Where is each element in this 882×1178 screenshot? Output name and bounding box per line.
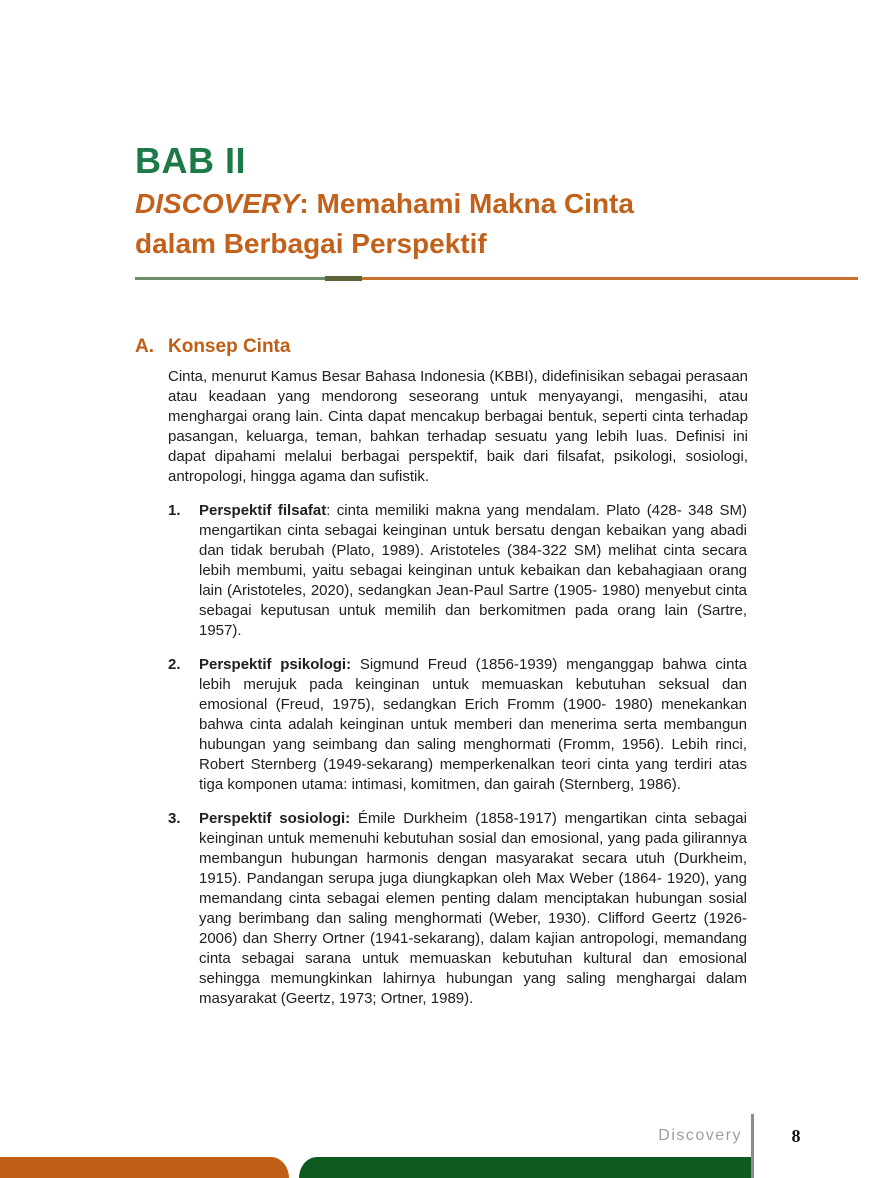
list-item-body: Émile Durkheim (1858-1917) mengartikan cinta sebagai keinginan untuk memenuhi kebutuhan sosial dan emosional, yang pada gilirannya membangun hubungan harmonis dengan masyarakat secara utuh (Durkheim, 1915). Pandangan serupa juga diungkapkan oleh Max Weber (1864- 1920), yang memandang cinta sebagai elemen penting dalam menciptakan hubungan sosial yang berimbang dan saling menghormati (Weber, 1930). Clifford Geertz (1926-2006) dan Sherry Ortner (1941-sekarang), dalam kajian antropologi, memandang cinta sebagai sarana untuk memuaskan kebutuhan kultural dan emosional sehingga memungkinkan lahirnya hubungan yang saling menghargai dalam masyarakat (Geertz, 1973; Ortner, 1989). xyxy=(199,810,747,1007)
chapter-title-rest: : Memahami Makna Cinta xyxy=(299,188,634,219)
chapter-title-discovery: DISCOVERY xyxy=(135,188,300,219)
list-item-lead: Perspektif psikologi: xyxy=(199,656,352,673)
section-letter: A. xyxy=(135,336,154,357)
list-item-number: 3. xyxy=(168,810,181,827)
footer-running-title: Discovery xyxy=(658,1127,742,1144)
bottom-bar-orange xyxy=(0,1157,289,1178)
list-item-text xyxy=(199,809,747,1009)
list-item-lead: Perspektif filsafat xyxy=(199,502,327,519)
list-item xyxy=(168,655,750,795)
bottom-bar-green xyxy=(299,1157,753,1178)
footer-page-number: 8 xyxy=(791,1126,801,1146)
list-item xyxy=(168,501,750,641)
page-content xyxy=(135,140,750,1009)
intro-paragraph: Cinta, menurut Kamus Besar Bahasa Indonesia (KBBI), didefinisikan sebagai perasaan atau keadaan yang mendorong seseorang untuk menyayangi, mengasihi, atau menghargai orang lain. Cinta dapat mencakup berbagai bentuk, seperti cinta terhadap pasangan, keluarga, teman, bahkan terhadap sesuatu yang lebih luas. Definisi ini dapat dipahami melalui berbagai perspektif, baik dari filsafat, psikologi, sosiologi, antropologi, hingga agama dan sufistik. xyxy=(168,368,748,485)
divider-rule xyxy=(135,275,858,281)
footer-divider-bar xyxy=(751,1114,754,1178)
rule-segment-green xyxy=(135,277,325,280)
section-title: Konsep Cinta xyxy=(168,336,291,357)
list-item xyxy=(168,809,750,1009)
list-item-text xyxy=(199,501,747,641)
chapter-label: BAB II xyxy=(135,140,246,181)
list-item-body: : cinta memiliki makna yang mendalam. Plato (428- 348 SM) mengartikan cinta sebagai keinginan untuk bersatu dengan kebaikan yang abadi dan tidak berubah (Plato, 1989). Aristoteles (384-322 SM) melihat cinta secara lebih membumi, yaitu sebagai keinginan untuk kebaikan dan kebahagiaan orang lain (Aristoteles, 2020), sedangkan Jean-Paul Sartre (1905- 1980) menyebut cinta sebagai keputusan untuk memilih dan berkomitmen pada orang lain (Sartre, 1957). xyxy=(199,502,747,639)
chapter-title xyxy=(135,186,750,222)
list-item-body: Sigmund Freud (1856-1939) menganggap bahwa cinta lebih merujuk pada keinginan untuk memuaskan kebutuhan seksual dan emosional (Freud, 1975), sedangkan Erich Fromm (1900- 1980) menekankan bahwa cinta adalah keinginan untuk memberi dan menerima serta membangun hubungan yang seimbang dan saling menghormati (Fromm, 1956). Lebih rinci, Robert Sternberg (1949-sekarang) memperkenalkan teori cinta yang terdiri atas tiga komponen utama: intimasi, komitmen, dan gairah (Sternberg, 1986). xyxy=(199,656,747,793)
rule-segment-olive xyxy=(325,276,362,281)
chapter-title-line2: dalam Berbagai Perspektif xyxy=(135,228,487,259)
rule-segment-orange xyxy=(362,277,858,280)
section-heading xyxy=(135,336,750,358)
list-item-lead: Perspektif sosiologi: xyxy=(199,810,351,827)
list-item-number: 1. xyxy=(168,502,181,519)
list-item-number: 2. xyxy=(168,656,181,673)
list-item-text xyxy=(199,655,747,795)
